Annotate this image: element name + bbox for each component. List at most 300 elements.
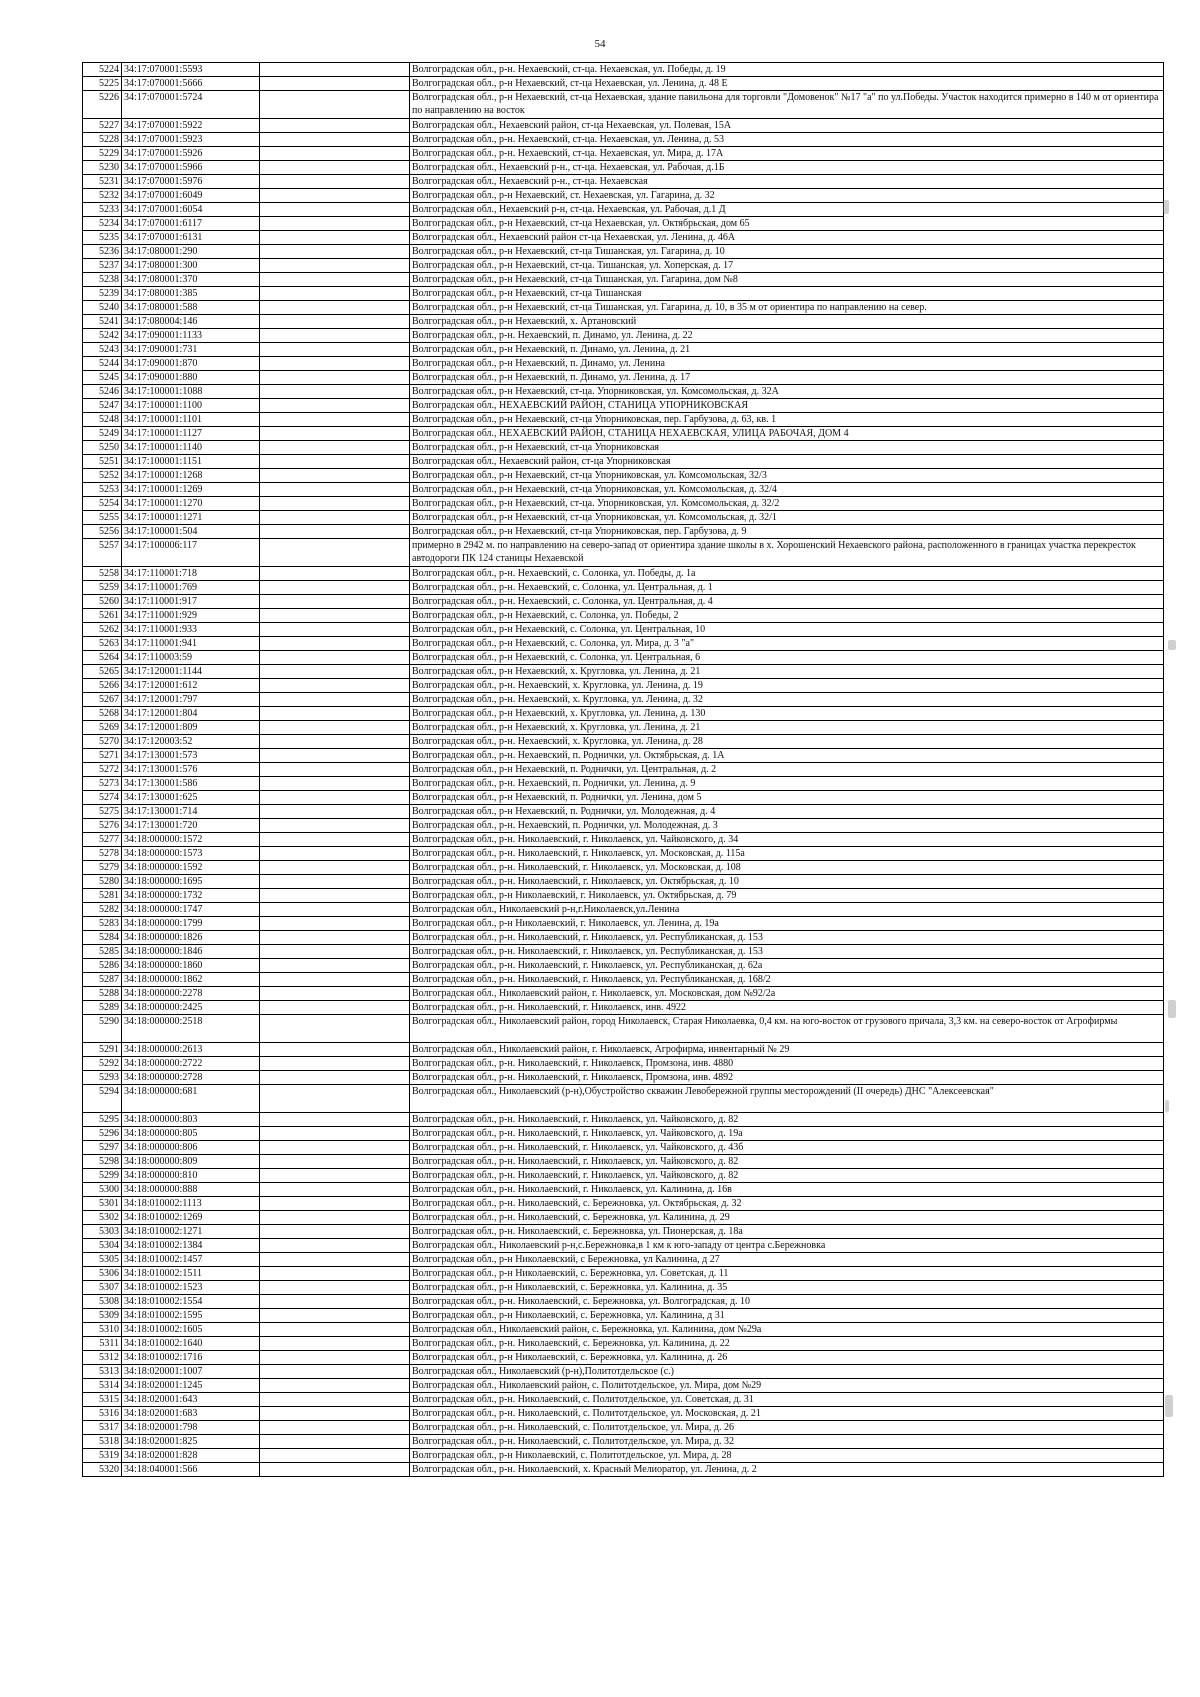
address-cell: Волгоградская обл., р-н. Николаевский, г. Николаевск, ул. Республиканская, д. 153 [410,945,1164,959]
address-cell: Волгоградская обл., р-н Нехаевский, ст-ца Нехаевская, ул. Октябрьская, дом 65 [410,217,1164,231]
empty-cell [260,1421,410,1435]
empty-cell [260,91,410,119]
row-number-cell: 5315 [83,1393,122,1407]
cadastral-number-cell: 34:17:080001:385 [122,287,260,301]
cadastral-number-cell: 34:18:000000:681 [122,1085,260,1113]
cadastral-number-cell: 34:18:010002:1716 [122,1351,260,1365]
address-cell: Волгоградская обл., р-н Нехаевский, ст-ца Упорниковская [410,441,1164,455]
address-cell: Волгоградская обл., Николаевский р-н,г.Николаевск,ул.Ленина [410,903,1164,917]
row-number-cell: 5304 [83,1239,122,1253]
row-number-cell: 5244 [83,357,122,371]
empty-cell [260,399,410,413]
cadastral-number-cell: 34:17:130001:625 [122,791,260,805]
cadastral-number-cell: 34:17:070001:6117 [122,217,260,231]
scan-artifact [1168,1000,1176,1018]
address-cell: Волгоградская обл., Николаевский район, город Николаевск, Старая Николаевка, 0,4 км. на юго-восток от грузового причала, 3,3 км. на северо-восток от Агрофирмы [410,1015,1164,1043]
cadastral-number-cell: 34:18:000000:2278 [122,987,260,1001]
empty-cell [260,273,410,287]
empty-cell [260,735,410,749]
empty-cell [260,511,410,525]
row-number-cell: 5284 [83,931,122,945]
empty-cell [260,679,410,693]
cadastral-number-cell: 34:17:120001:804 [122,707,260,721]
table-row [83,903,1164,917]
row-number-cell: 5240 [83,301,122,315]
address-cell: Волгоградская обл., Николаевский район, г. Николаевск, ул. Московская, дом №92/2а [410,987,1164,1001]
empty-cell [260,175,410,189]
cadastral-number-cell: 34:18:000000:1572 [122,833,260,847]
empty-cell [260,259,410,273]
cadastral-number-cell: 34:17:100001:1140 [122,441,260,455]
cadastral-number-cell: 34:18:010002:1640 [122,1337,260,1351]
address-cell: Волгоградская обл., р-н Нехаевский, с. Солонка, ул. Победы, 2 [410,609,1164,623]
table-row [83,1197,1164,1211]
empty-cell [260,1197,410,1211]
table-row [83,357,1164,371]
row-number-cell: 5260 [83,595,122,609]
row-number-cell: 5309 [83,1309,122,1323]
address-cell: Волгоградская обл., р-н. Нехаевский, х. Кругловка, ул. Ленина, д. 32 [410,693,1164,707]
empty-cell [260,903,410,917]
table-row [83,651,1164,665]
address-cell: Волгоградская обл., р-н Николаевский, с. Бережновка, ул. Советская, д. 11 [410,1267,1164,1281]
cadastral-number-cell: 34:18:000000:888 [122,1183,260,1197]
cadastral-number-cell: 34:17:110001:769 [122,581,260,595]
table-row [83,791,1164,805]
cadastral-number-cell: 34:17:130001:573 [122,749,260,763]
address-cell: Волгоградская обл., р-н. Нехаевский, п. Роднички, ул. Молодежная, д. 3 [410,819,1164,833]
row-number-cell: 5257 [83,539,122,567]
empty-cell [260,861,410,875]
cadastral-number-cell: 34:18:020001:828 [122,1449,260,1463]
address-cell: Волгоградская обл., р-н Нехаевский, п. Роднички, ул. Центральная, д. 2 [410,763,1164,777]
row-number-cell: 5272 [83,763,122,777]
table-row [83,987,1164,1001]
table-row [83,679,1164,693]
empty-cell [260,1127,410,1141]
empty-cell [260,1407,410,1421]
table-row [83,259,1164,273]
address-cell: Волгоградская обл., р-н. Нехаевский, х. Кругловка, ул. Ленина, д. 28 [410,735,1164,749]
row-number-cell: 5250 [83,441,122,455]
address-cell: Волгоградская обл., Нехаевский р-н, ст-ца. Нехаевская, ул. Рабочая, д.1 Д [410,203,1164,217]
row-number-cell: 5278 [83,847,122,861]
empty-cell [260,1057,410,1071]
table-row [83,917,1164,931]
empty-cell [260,427,410,441]
row-number-cell: 5252 [83,469,122,483]
address-cell: Волгоградская обл., р-н Нехаевский, ст-ца. Упорниковская, ул. Комсомольская, д. 32/2 [410,497,1164,511]
empty-cell [260,357,410,371]
address-cell: Волгоградская обл., НЕХАЕВСКИЙ РАЙОН, СТАНИЦА НЕХАЕВСКАЯ, УЛИЦА РАБОЧАЯ, ДОМ 4 [410,427,1164,441]
page-number: 54 [594,38,606,50]
address-cell: Волгоградская обл., р-н Нехаевский, п. Динамо, ул. Ленина [410,357,1164,371]
address-cell: Волгоградская обл., р-н. Николаевский, х. Красный Мелиоратор, ул. Ленина, д. 2 [410,1463,1164,1477]
empty-cell [260,1351,410,1365]
row-number-cell: 5307 [83,1281,122,1295]
table-row [83,861,1164,875]
row-number-cell: 5318 [83,1435,122,1449]
row-number-cell: 5236 [83,245,122,259]
table-row [83,1169,1164,1183]
row-number-cell: 5264 [83,651,122,665]
cadastral-number-cell: 34:18:010002:1511 [122,1267,260,1281]
address-cell: Волгоградская обл., р-н. Николаевский, с. Политотдельское, ул. Мира, д. 32 [410,1435,1164,1449]
table-row [83,1351,1164,1365]
registry-table [82,62,1164,1477]
table-row [83,1435,1164,1449]
table-row [83,763,1164,777]
table-row [83,623,1164,637]
empty-cell [260,847,410,861]
table-row [83,847,1164,861]
table-row [83,1155,1164,1169]
cadastral-number-cell: 34:18:000000:1747 [122,903,260,917]
cadastral-number-cell: 34:17:110001:718 [122,567,260,581]
row-number-cell: 5296 [83,1127,122,1141]
row-number-cell: 5316 [83,1407,122,1421]
cadastral-number-cell: 34:18:000000:1732 [122,889,260,903]
row-number-cell: 5262 [83,623,122,637]
row-number-cell: 5227 [83,119,122,133]
address-cell: Волгоградская обл., р-н. Николаевский, г. Николаевск, ул. Калинина, д. 16в [410,1183,1164,1197]
address-cell: Волгоградская обл., Николаевский р-н,с.Бережновка,в 1 км к юго-западу от центра с.Бережновка [410,1239,1164,1253]
cadastral-number-cell: 34:17:100001:1271 [122,511,260,525]
empty-cell [260,441,410,455]
cadastral-number-cell: 34:18:000000:810 [122,1169,260,1183]
address-cell: Волгоградская обл., р-н. Николаевский, с. Бережновка, ул. Калинина, д. 22 [410,1337,1164,1351]
empty-cell [260,1015,410,1043]
cadastral-number-cell: 34:18:000000:806 [122,1141,260,1155]
address-cell: Волгоградская обл., р-н. Нехаевский, ст-ца. Нехаевская, ул. Мира, д. 17А [410,147,1164,161]
empty-cell [260,245,410,259]
table-row [83,1421,1164,1435]
row-number-cell: 5239 [83,287,122,301]
cadastral-number-cell: 34:17:100001:1127 [122,427,260,441]
empty-cell [260,63,410,77]
table-row [83,175,1164,189]
table-row [83,1393,1164,1407]
empty-cell [260,1141,410,1155]
empty-cell [260,1169,410,1183]
cadastral-number-cell: 34:17:100001:1151 [122,455,260,469]
cadastral-number-cell: 34:17:100001:1101 [122,413,260,427]
empty-cell [260,1253,410,1267]
row-number-cell: 5306 [83,1267,122,1281]
address-cell: Волгоградская обл., р-н Нехаевский, ст-ца Нехаевская, ул. Ленина, д. 48 Е [410,77,1164,91]
empty-cell [260,763,410,777]
empty-cell [260,1239,410,1253]
table-row [83,119,1164,133]
table-row [83,203,1164,217]
table-row [83,63,1164,77]
empty-cell [260,707,410,721]
cadastral-number-cell: 34:17:100001:1100 [122,399,260,413]
address-cell: Волгоградская обл., Нехаевский р-н., ст-ца. Нехаевская, ул. Рабочая, д.1Б [410,161,1164,175]
table-row [83,637,1164,651]
empty-cell [260,329,410,343]
row-number-cell: 5289 [83,1001,122,1015]
row-number-cell: 5224 [83,63,122,77]
cadastral-number-cell: 34:17:120003:52 [122,735,260,749]
table-row [83,497,1164,511]
cadastral-number-cell: 34:17:070001:5966 [122,161,260,175]
cadastral-number-cell: 34:17:100006:117 [122,539,260,567]
row-number-cell: 5266 [83,679,122,693]
address-cell: Волгоградская обл., р-н Нехаевский, ст-ца. Упорниковская, ул. Комсомольская, д. 32А [410,385,1164,399]
table-row [83,1337,1164,1351]
empty-cell [260,567,410,581]
table-row [83,287,1164,301]
empty-cell [260,609,410,623]
table-row [83,1323,1164,1337]
row-number-cell: 5294 [83,1085,122,1113]
address-cell: Волгоградская обл., Нехаевский район ст-ца Нехаевская, ул. Ленина, д. 46А [410,231,1164,245]
empty-cell [260,483,410,497]
address-cell: Волгоградская обл., р-н. Николаевский, г. Николаевск, ул. Республиканская, д. 153 [410,931,1164,945]
row-number-cell: 5234 [83,217,122,231]
cadastral-number-cell: 34:17:100001:1270 [122,497,260,511]
row-number-cell: 5279 [83,861,122,875]
empty-cell [260,987,410,1001]
cadastral-number-cell: 34:17:070001:6131 [122,231,260,245]
table-row [83,693,1164,707]
table-row [83,1211,1164,1225]
address-cell: Волгоградская обл., р-н. Николаевский, с. Политотдельское, ул. Московская, д. 21 [410,1407,1164,1421]
cadastral-number-cell: 34:18:010002:1457 [122,1253,260,1267]
address-cell: Волгоградская обл., р-н. Николаевский, г. Николаевск, ул. Московская, д. 115а [410,847,1164,861]
address-cell: Волгоградская обл., р-н Нехаевский, с. Солонка, ул. Центральная, 10 [410,623,1164,637]
address-cell: Волгоградская обл., р-н Николаевский, г. Николаевск, ул. Ленина, д. 19а [410,917,1164,931]
table-row [83,1267,1164,1281]
cadastral-number-cell: 34:17:090001:880 [122,371,260,385]
table-row [83,245,1164,259]
table-row [83,1239,1164,1253]
empty-cell [260,931,410,945]
address-cell: Волгоградская обл., р-н. Нехаевский, п. Роднички, ул. Октябрьская, д. 1А [410,749,1164,763]
row-number-cell: 5254 [83,497,122,511]
table-row [83,665,1164,679]
cadastral-number-cell: 34:17:070001:6054 [122,203,260,217]
row-number-cell: 5228 [83,133,122,147]
row-number-cell: 5253 [83,483,122,497]
address-cell: Волгоградская обл., р-н. Николаевский, с. Бережновка, ул. Калинина, д. 29 [410,1211,1164,1225]
row-number-cell: 5281 [83,889,122,903]
empty-cell [260,637,410,651]
address-cell: Волгоградская обл., р-н Нехаевский, ст. Нехаевская, ул. Гагарина, д. 32 [410,189,1164,203]
cadastral-number-cell: 34:17:070001:6049 [122,189,260,203]
table-row [83,329,1164,343]
row-number-cell: 5312 [83,1351,122,1365]
address-cell: Волгоградская обл., р-н Нехаевский, п. Роднички, ул. Молодежная, д. 4 [410,805,1164,819]
cadastral-number-cell: 34:18:000000:2613 [122,1043,260,1057]
empty-cell [260,469,410,483]
table-row [83,833,1164,847]
address-cell: Волгоградская обл., Нехаевский район, ст-ца Упорниковская [410,455,1164,469]
address-cell: Волгоградская обл., р-н. Нехаевский, с. Солонка, ул. Победы, д. 1а [410,567,1164,581]
table-row [83,77,1164,91]
table-row [83,427,1164,441]
row-number-cell: 5226 [83,91,122,119]
table-row [83,777,1164,791]
empty-cell [260,833,410,847]
cadastral-number-cell: 34:18:000000:809 [122,1155,260,1169]
table-row [83,1001,1164,1015]
row-number-cell: 5311 [83,1337,122,1351]
table-row [83,413,1164,427]
cadastral-number-cell: 34:17:100001:1088 [122,385,260,399]
address-cell: Волгоградская обл., р-н Нехаевский, ст-ца Тишанская, ул. Гагарина, д. 10, в 35 м от ориентира по направлению на север. [410,301,1164,315]
table-row [83,1281,1164,1295]
address-cell: Волгоградская обл., Нехаевский р-н., ст-ца. Нехаевская [410,175,1164,189]
table-row [83,273,1164,287]
address-cell: Волгоградская обл., р-н. Николаевский, г. Николаевск, ул. Чайковского, д. 19а [410,1127,1164,1141]
empty-cell [260,819,410,833]
cadastral-number-cell: 34:18:000000:805 [122,1127,260,1141]
address-cell: Волгоградская обл., р-н Нехаевский, х. Кругловка, ул. Ленина, д. 130 [410,707,1164,721]
empty-cell [260,315,410,329]
row-number-cell: 5274 [83,791,122,805]
table-row [83,343,1164,357]
row-number-cell: 5276 [83,819,122,833]
table-row [83,1407,1164,1421]
table-row [83,371,1164,385]
empty-cell [260,1449,410,1463]
table-row [83,441,1164,455]
cadastral-number-cell: 34:17:130001:576 [122,763,260,777]
address-cell: Волгоградская обл., р-н Нехаевский, ст-ца Нехаевская, здание павильона для торговли "Домовенок" №17 "а" по ул.Победы. Участок находится примерно в 140 м от ориентира по направлению на восток [410,91,1164,119]
address-cell: Волгоградская обл., р-н. Нехаевский, х. Кругловка, ул. Ленина, д. 19 [410,679,1164,693]
row-number-cell: 5263 [83,637,122,651]
empty-cell [260,973,410,987]
cadastral-number-cell: 34:18:000000:1826 [122,931,260,945]
address-cell: Волгоградская обл., р-н. Нехаевский, с. Солонка, ул. Центральная, д. 1 [410,581,1164,595]
cadastral-number-cell: 34:18:020001:1245 [122,1379,260,1393]
empty-cell [260,525,410,539]
empty-cell [260,1225,410,1239]
row-number-cell: 5251 [83,455,122,469]
table-row [83,749,1164,763]
row-number-cell: 5320 [83,1463,122,1477]
cadastral-number-cell: 34:17:110001:933 [122,623,260,637]
address-cell: Волгоградская обл., р-н. Николаевский, с. Бережновка, ул. Пионерская, д. 18а [410,1225,1164,1239]
empty-cell [260,875,410,889]
empty-cell [260,623,410,637]
empty-cell [260,1435,410,1449]
table-row [83,1071,1164,1085]
address-cell: Волгоградская обл., р-н. Николаевский, г. Николаевск, ул. Чайковского, д. 82 [410,1169,1164,1183]
cadastral-number-cell: 34:17:100001:1269 [122,483,260,497]
table-row [83,1253,1164,1267]
empty-cell [260,777,410,791]
address-cell: Волгоградская обл., р-н Николаевский, г. Николаевск, ул. Октябрьская, д. 79 [410,889,1164,903]
address-cell: Волгоградская обл., р-н Нехаевский, х. Кругловка, ул. Ленина, д. 21 [410,665,1164,679]
row-number-cell: 5303 [83,1225,122,1239]
empty-cell [260,1043,410,1057]
row-number-cell: 5314 [83,1379,122,1393]
address-cell: Волгоградская обл., р-н. Нехаевский, ст-ца. Нехаевская, ул. Победы, д. 19 [410,63,1164,77]
table-row [83,1085,1164,1113]
row-number-cell: 5273 [83,777,122,791]
cadastral-number-cell: 34:18:000000:1799 [122,917,260,931]
empty-cell [260,595,410,609]
address-cell: Волгоградская обл., р-н Нехаевский, п. Динамо, ул. Ленина, д. 17 [410,371,1164,385]
table-row [83,315,1164,329]
empty-cell [260,539,410,567]
empty-cell [260,77,410,91]
table-row [83,189,1164,203]
cadastral-number-cell: 34:17:080004:146 [122,315,260,329]
address-cell: Волгоградская обл., р-н Нехаевский, ст-ца Упорниковская, пер. Гарбузова, д. 9 [410,525,1164,539]
row-number-cell: 5229 [83,147,122,161]
address-cell: Волгоградская обл., р-н. Нехаевский, п. Динамо, ул. Ленина, д. 22 [410,329,1164,343]
address-cell: Волгоградская обл., р-н Нехаевский, ст-ца Тишанская [410,287,1164,301]
table-row [83,931,1164,945]
cadastral-number-cell: 34:17:070001:5923 [122,133,260,147]
row-number-cell: 5283 [83,917,122,931]
address-cell: Волгоградская обл., Николаевский район, с. Политотдельское, ул. Мира, дом №29 [410,1379,1164,1393]
cadastral-number-cell: 34:18:000000:1862 [122,973,260,987]
row-number-cell: 5280 [83,875,122,889]
table-row [83,945,1164,959]
address-cell: Волгоградская обл., Николаевский район, г. Николаевск, Агрофирма, инвентарный № 29 [410,1043,1164,1057]
row-number-cell: 5277 [83,833,122,847]
address-cell: Волгоградская обл., р-н. Николаевский, г. Николаевск, ул. Чайковского, д. 82 [410,1155,1164,1169]
row-number-cell: 5293 [83,1071,122,1085]
table-row [83,133,1164,147]
table-row [83,147,1164,161]
row-number-cell: 5298 [83,1155,122,1169]
empty-cell [260,1463,410,1477]
row-number-cell: 5258 [83,567,122,581]
empty-cell [260,1309,410,1323]
row-number-cell: 5237 [83,259,122,273]
cadastral-number-cell: 34:17:100001:504 [122,525,260,539]
row-number-cell: 5267 [83,693,122,707]
table-row [83,301,1164,315]
empty-cell [260,343,410,357]
registry-body [83,63,1164,1477]
row-number-cell: 5317 [83,1421,122,1435]
empty-cell [260,959,410,973]
cadastral-number-cell: 34:17:070001:5593 [122,63,260,77]
address-cell: Волгоградская обл., р-н Николаевский, с. Бережновка, ул. Калинина, д. 35 [410,1281,1164,1295]
row-number-cell: 5271 [83,749,122,763]
empty-cell [260,917,410,931]
table-row [83,161,1164,175]
table-row [83,889,1164,903]
empty-cell [260,1113,410,1127]
empty-cell [260,1211,410,1225]
row-number-cell: 5246 [83,385,122,399]
address-cell: Волгоградская обл., р-н. Нехаевский, п. Роднички, ул. Ленина, д. 9 [410,777,1164,791]
empty-cell [260,119,410,133]
table-row [83,1295,1164,1309]
address-cell: Волгоградская обл., р-н. Николаевский, с. Бережновка, ул. Волгоградская, д. 10 [410,1295,1164,1309]
table-row [83,399,1164,413]
address-cell: Волгоградская обл., р-н Нехаевский, ст-ца Тишанская, ул. Гагарина, дом №8 [410,273,1164,287]
cadastral-number-cell: 34:18:010002:1605 [122,1323,260,1337]
row-number-cell: 5295 [83,1113,122,1127]
table-row [83,469,1164,483]
cadastral-number-cell: 34:18:040001:566 [122,1463,260,1477]
row-number-cell: 5230 [83,161,122,175]
table-row [83,1141,1164,1155]
address-cell: Волгоградская обл., р-н. Николаевский, г. Николаевск, ул. Чайковского, д. 34 [410,833,1164,847]
row-number-cell: 5255 [83,511,122,525]
row-number-cell: 5231 [83,175,122,189]
empty-cell [260,413,410,427]
